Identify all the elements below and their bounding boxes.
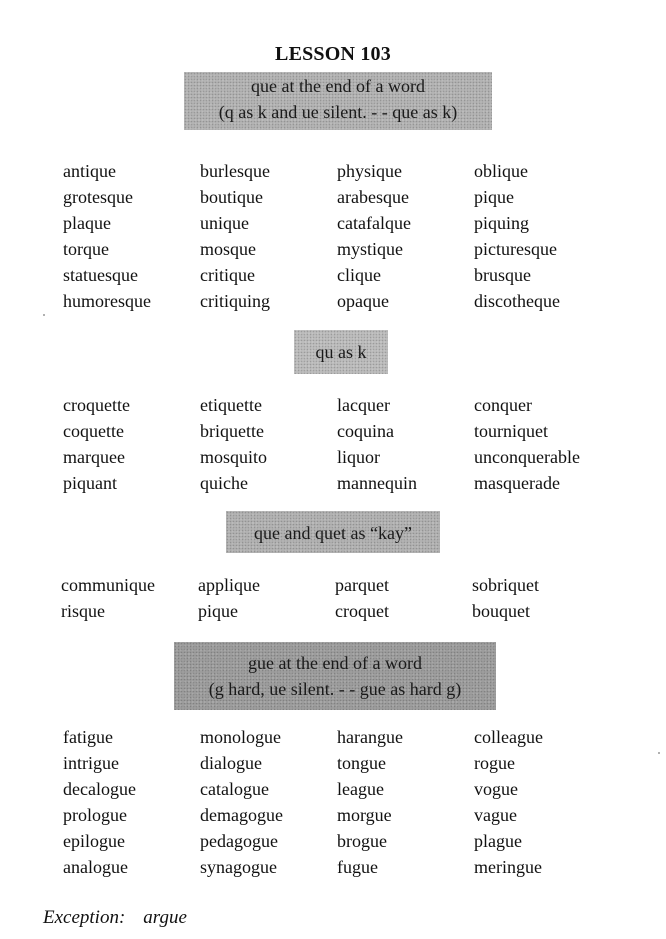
word: statuesque	[63, 265, 138, 285]
word: antique	[63, 161, 116, 181]
word-column	[200, 392, 267, 496]
word: rogue	[474, 753, 515, 773]
word: parquet	[335, 575, 389, 595]
word: mosque	[200, 239, 256, 259]
word: sobriquet	[472, 575, 539, 595]
word-column	[474, 158, 560, 314]
word: synagogue	[200, 857, 277, 877]
word: boutique	[200, 187, 263, 207]
word-column	[474, 392, 580, 496]
word-list-que-end	[0, 158, 666, 318]
word: torque	[63, 239, 109, 259]
word: plague	[474, 831, 522, 851]
word-column	[63, 392, 130, 496]
word: fugue	[337, 857, 378, 877]
word: catalogue	[200, 779, 269, 799]
word: meringue	[474, 857, 542, 877]
word: morgue	[337, 805, 392, 825]
section-banner-qu-as-k	[294, 330, 388, 374]
word: catafalque	[337, 213, 411, 233]
word: risque	[61, 601, 105, 621]
word: etiquette	[200, 395, 262, 415]
word: piquant	[63, 473, 117, 493]
word-column	[472, 572, 539, 624]
word: liquor	[337, 447, 380, 467]
word-column	[200, 158, 270, 314]
word: unique	[200, 213, 249, 233]
word: discotheque	[474, 291, 560, 311]
word: conquer	[474, 395, 532, 415]
word: decalogue	[63, 779, 136, 799]
word: critique	[200, 265, 255, 285]
word: applique	[198, 575, 260, 595]
word-column	[63, 724, 136, 880]
section-banner-que-quet-kay	[226, 511, 440, 553]
word-column	[337, 724, 403, 880]
word: masquerade	[474, 473, 560, 493]
word: burlesque	[200, 161, 270, 181]
word: brogue	[337, 831, 387, 851]
word: harangue	[337, 727, 403, 747]
word: coquina	[337, 421, 394, 441]
word: humoresque	[63, 291, 151, 311]
section-banner-que-end	[184, 72, 492, 130]
word-column	[200, 724, 283, 880]
word: monologue	[200, 727, 281, 747]
banner-note: (g hard, ue silent. - - gue as hard g)	[208, 679, 462, 699]
word: vague	[474, 805, 517, 825]
word: oblique	[474, 161, 528, 181]
word: dialogue	[200, 753, 262, 773]
word: piquing	[474, 213, 530, 233]
word: quiche	[200, 473, 248, 493]
word-column	[61, 572, 155, 624]
banner-heading: que at the end of a word	[251, 76, 425, 96]
word: fatigue	[63, 727, 113, 747]
word: brusque	[474, 265, 531, 285]
word: bouquet	[472, 601, 530, 621]
word: colleague	[474, 727, 543, 747]
word: briquette	[200, 421, 264, 441]
lesson-title: LESSON 103	[275, 43, 391, 65]
exception-note	[43, 907, 187, 929]
word: intrigue	[63, 753, 119, 773]
word: mosquito	[200, 447, 268, 467]
word: analogue	[63, 857, 128, 877]
word-list-que-quet-kay	[0, 572, 666, 627]
banner-heading: que and quet as “kay”	[254, 523, 412, 543]
word: mystique	[337, 239, 403, 259]
word-list-qu-as-k	[0, 392, 666, 502]
word: mannequin	[337, 473, 417, 493]
word: vogue	[474, 779, 518, 799]
word: tongue	[337, 753, 386, 773]
word: plaque	[63, 213, 111, 233]
exception-label: Exception:	[43, 907, 126, 928]
word: league	[337, 779, 384, 799]
word-column	[337, 392, 417, 496]
word: marquee	[63, 447, 125, 467]
word: croquette	[63, 395, 130, 415]
word: critiquing	[200, 291, 270, 311]
word-column	[337, 158, 411, 314]
word: opaque	[337, 291, 389, 311]
word: picturesque	[474, 239, 557, 259]
word-column	[63, 158, 151, 314]
word-column	[335, 572, 389, 624]
word: clique	[337, 265, 381, 285]
word-column	[474, 724, 543, 880]
section-banner-gue-end	[174, 642, 496, 710]
banner-heading: gue at the end of a word	[248, 653, 422, 673]
scan-speck	[658, 752, 660, 754]
word: coquette	[63, 421, 124, 441]
word-list-gue-end	[0, 724, 666, 884]
word: demagogue	[200, 805, 283, 825]
word: epilogue	[63, 831, 125, 851]
banner-heading: qu as k	[315, 342, 367, 362]
word: croquet	[335, 601, 389, 621]
word: arabesque	[337, 187, 409, 207]
exception-word: argue	[143, 907, 187, 928]
word-column	[198, 572, 260, 624]
scan-speck	[43, 314, 45, 316]
word: physique	[337, 161, 402, 181]
word: pique	[198, 601, 238, 621]
word: lacquer	[337, 395, 390, 415]
banner-note: (q as k and ue silent. - - que as k)	[218, 102, 458, 122]
word: pique	[474, 187, 514, 207]
word: grotesque	[63, 187, 133, 207]
word: communique	[61, 575, 155, 595]
word: pedagogue	[200, 831, 278, 851]
word: prologue	[63, 805, 127, 825]
word: tourniquet	[474, 421, 548, 441]
word: unconquerable	[474, 447, 580, 467]
